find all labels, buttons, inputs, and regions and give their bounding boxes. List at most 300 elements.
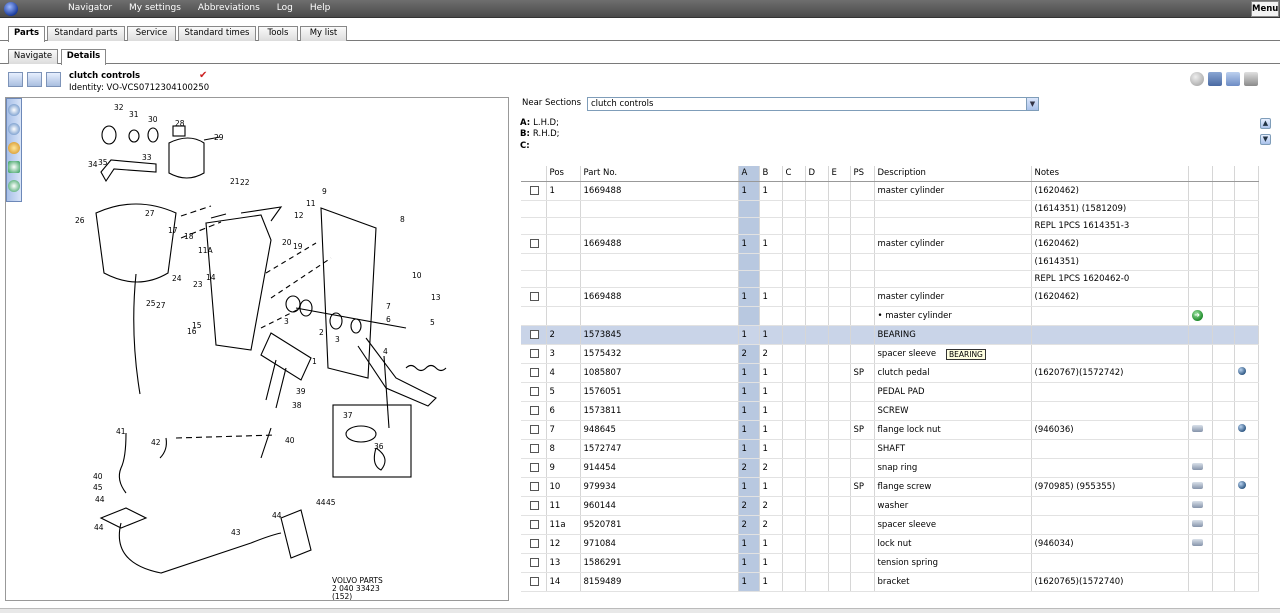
cell-cb: [521, 270, 546, 287]
cell-x3: [1234, 270, 1258, 287]
cell-desc: PEDAL PAD: [874, 382, 1031, 401]
svg-text:25: 25: [146, 299, 156, 308]
row-checkbox[interactable]: [530, 425, 539, 434]
col-select: [521, 166, 546, 181]
cell-desc: • master cylinder: [874, 306, 1031, 325]
cell-notes: [1031, 382, 1188, 401]
top-bar: [0, 0, 1280, 18]
cell-e: [828, 439, 850, 458]
table-row[interactable]: [521, 572, 1258, 591]
cell-e: [828, 217, 850, 234]
cell-pos: 4: [546, 363, 580, 382]
table-row[interactable]: [521, 496, 1258, 515]
svg-text:27: 27: [145, 209, 155, 218]
cell-c: [782, 553, 805, 572]
tab-standard-times[interactable]: Standard times: [178, 26, 256, 41]
cell-part: 948645: [580, 420, 738, 439]
svg-text:24: 24: [172, 274, 182, 283]
cell-part: 1669488: [580, 234, 738, 253]
table-row[interactable]: [521, 181, 1258, 200]
cell-x1: [1188, 420, 1212, 439]
cell-part: 1573845: [580, 325, 738, 344]
cell-e: [828, 458, 850, 477]
cell-desc: washer: [874, 496, 1031, 515]
cell-x2: [1212, 534, 1234, 553]
cell-notes: [1031, 496, 1188, 515]
cell-d: [805, 363, 828, 382]
cell-x2: [1212, 477, 1234, 496]
cell-x1: [1188, 496, 1212, 515]
cell-a: 1: [738, 553, 759, 572]
svg-text:44: 44: [272, 511, 282, 520]
diagram-caption-1: VOLVO PARTS: [332, 576, 383, 585]
cell-x1: [1188, 401, 1212, 420]
info-icon[interactable]: [1238, 367, 1246, 375]
table-row[interactable]: [521, 217, 1258, 234]
header-toolbar: [8, 72, 61, 87]
cell-b: 1: [759, 553, 782, 572]
cell-part: 1572747: [580, 439, 738, 458]
row-checkbox[interactable]: [530, 330, 539, 339]
cell-notes: (946034): [1031, 534, 1188, 553]
tool-icon[interactable]: [1192, 520, 1203, 527]
cell-b: 1: [759, 420, 782, 439]
cell-d: [805, 515, 828, 534]
near-sections-select[interactable]: [587, 97, 1039, 111]
cell-c: [782, 234, 805, 253]
table-row[interactable]: [521, 270, 1258, 287]
cell-pos: [546, 287, 580, 306]
tab-my-list[interactable]: My list: [300, 26, 347, 41]
table-row[interactable]: [521, 553, 1258, 572]
row-checkbox[interactable]: [530, 558, 539, 567]
cell-ps: [850, 572, 874, 591]
row-checkbox[interactable]: [530, 292, 539, 301]
cell-x3: [1234, 458, 1258, 477]
row-checkbox[interactable]: [530, 463, 539, 472]
cell-b: 1: [759, 325, 782, 344]
table-row[interactable]: [521, 458, 1258, 477]
near-sections-value: clutch controls: [591, 99, 654, 109]
cell-pos: 6: [546, 401, 580, 420]
row-checkbox[interactable]: [530, 239, 539, 248]
cell-cb: [521, 477, 546, 496]
cell-x3: [1234, 534, 1258, 553]
cell-cb: [521, 534, 546, 553]
cell-c: [782, 572, 805, 591]
table-row[interactable]: [521, 534, 1258, 553]
top-nav: [68, 3, 347, 13]
nav-log[interactable]: Log: [276, 3, 293, 13]
menu-button[interactable]: Menu: [1251, 1, 1279, 17]
table-row[interactable]: [521, 325, 1258, 344]
cell-part: [580, 306, 738, 325]
svg-text:20: 20: [282, 238, 292, 247]
table-row[interactable]: [521, 200, 1258, 217]
svg-text:42: 42: [151, 438, 161, 447]
cell-x3: [1234, 496, 1258, 515]
cell-notes: [1031, 439, 1188, 458]
cell-x2: [1212, 234, 1234, 253]
print-icon[interactable]: [1244, 72, 1258, 86]
table-row[interactable]: [521, 515, 1258, 534]
copy-icon[interactable]: [1226, 72, 1240, 86]
col-pos: Pos: [546, 166, 580, 181]
cell-pos: 11: [546, 496, 580, 515]
cell-b: 1: [759, 534, 782, 553]
cell-x1: [1188, 382, 1212, 401]
scroll-up-icon[interactable]: ▲: [1260, 118, 1271, 129]
cell-cb: [521, 344, 546, 363]
cell-e: [828, 344, 850, 363]
tab-details[interactable]: Details: [61, 49, 106, 65]
tab-parts[interactable]: Parts: [8, 26, 45, 42]
col-e: E: [828, 166, 850, 181]
table-row[interactable]: [521, 253, 1258, 270]
cell-x1: [1188, 477, 1212, 496]
cell-b: 1: [759, 401, 782, 420]
cell-x2: [1212, 496, 1234, 515]
scroll-down-icon[interactable]: ▼: [1260, 134, 1271, 145]
cell-desc: [874, 253, 1031, 270]
cell-x2: [1212, 439, 1234, 458]
tab-service[interactable]: Service: [127, 26, 176, 41]
cell-d: [805, 306, 828, 325]
zoom-toolbar: [6, 98, 22, 202]
cell-cb: [521, 200, 546, 217]
table-row[interactable]: [521, 234, 1258, 253]
checkmark-icon[interactable]: ✔: [199, 70, 208, 81]
chevron-down-icon[interactable]: ▼: [1026, 98, 1038, 110]
cell-a: [738, 270, 759, 287]
svg-text:31: 31: [129, 110, 139, 119]
cell-desc: [874, 200, 1031, 217]
cell-d: [805, 439, 828, 458]
cell-b: 1: [759, 439, 782, 458]
cell-e: [828, 401, 850, 420]
cart-icon[interactable]: [1208, 72, 1222, 86]
cell-part: 9520781: [580, 515, 738, 534]
svg-text:10: 10: [412, 271, 422, 280]
zoom-out-icon[interactable]: [8, 123, 20, 135]
nav-my-settings[interactable]: My settings: [129, 3, 181, 13]
cell-e: [828, 200, 850, 217]
parts-table: [521, 166, 1259, 592]
cell-ps: [850, 458, 874, 477]
table-row[interactable]: [521, 382, 1258, 401]
identity-label: Identity: VO-VCS0712304100250: [69, 83, 210, 93]
cell-pos: 5: [546, 382, 580, 401]
cell-d: [805, 325, 828, 344]
nav-abbreviations[interactable]: Abbreviations: [197, 3, 260, 13]
table-row[interactable]: [521, 287, 1258, 306]
cell-x2: [1212, 420, 1234, 439]
exploded-diagram[interactable]: [5, 97, 509, 601]
cell-x1: [1188, 306, 1212, 325]
cell-d: [805, 253, 828, 270]
table-row[interactable]: [521, 420, 1258, 439]
svg-text:4: 4: [383, 347, 388, 356]
cell-x3: [1234, 217, 1258, 234]
cell-x1: [1188, 515, 1212, 534]
cell-part: 960144: [580, 496, 738, 515]
cell-notes: (1620767)(1572742): [1031, 363, 1188, 382]
cell-a: 2: [738, 496, 759, 515]
cell-d: [805, 420, 828, 439]
cell-part: 1576051: [580, 382, 738, 401]
cell-desc: master cylinder: [874, 287, 1031, 306]
cell-c: [782, 534, 805, 553]
cell-e: [828, 553, 850, 572]
cell-b: 1: [759, 287, 782, 306]
cell-pos: 2: [546, 325, 580, 344]
cell-desc: [874, 270, 1031, 287]
cell-x1: [1188, 325, 1212, 344]
cell-d: [805, 200, 828, 217]
info-icon[interactable]: [1238, 481, 1246, 489]
table-row[interactable]: [521, 306, 1258, 325]
cell-pos: [546, 234, 580, 253]
near-sections-label: Near Sections: [522, 98, 582, 108]
cell-b: [759, 200, 782, 217]
col-c: C: [782, 166, 805, 181]
cell-desc: master cylinder: [874, 234, 1031, 253]
go-arrow-icon[interactable]: ➜: [1192, 310, 1203, 321]
row-checkbox[interactable]: [530, 349, 539, 358]
cell-desc: flange screw: [874, 477, 1031, 496]
cell-x2: [1212, 325, 1234, 344]
cell-a: 1: [738, 534, 759, 553]
row-checkbox[interactable]: [530, 186, 539, 195]
cell-c: [782, 477, 805, 496]
cell-cb: [521, 496, 546, 515]
cell-x1: [1188, 344, 1212, 363]
cell-x1: [1188, 363, 1212, 382]
row-checkbox[interactable]: [530, 577, 539, 586]
svg-text:45: 45: [326, 498, 336, 507]
svg-text:5: 5: [430, 318, 435, 327]
cell-part: 1669488: [580, 181, 738, 200]
back-icon[interactable]: [1190, 72, 1204, 86]
cell-c: [782, 401, 805, 420]
cell-b: [759, 306, 782, 325]
cell-pos: 3: [546, 344, 580, 363]
variant-legend: [520, 118, 560, 152]
nav-help[interactable]: Help: [309, 3, 331, 13]
cell-pos: 14: [546, 572, 580, 591]
cell-d: [805, 344, 828, 363]
cell-c: [782, 496, 805, 515]
cell-notes: [1031, 458, 1188, 477]
pan-hand-icon[interactable]: [8, 142, 20, 154]
cell-x2: [1212, 270, 1234, 287]
cell-desc: tension spring: [874, 553, 1031, 572]
cell-x3: [1234, 344, 1258, 363]
row-checkbox[interactable]: [530, 501, 539, 510]
cell-desc: spacer sleeve: [874, 344, 1031, 363]
cell-pos: 13: [546, 553, 580, 572]
cell-e: [828, 306, 850, 325]
cell-a: 1: [738, 363, 759, 382]
fit-to-window-icon[interactable]: [8, 161, 20, 173]
cell-a: 1: [738, 401, 759, 420]
cell-a: 1: [738, 287, 759, 306]
info-icon[interactable]: [1238, 424, 1246, 432]
cell-ps: [850, 200, 874, 217]
cell-pos: 11a: [546, 515, 580, 534]
cell-x2: [1212, 217, 1234, 234]
cell-a: [738, 217, 759, 234]
cell-b: [759, 270, 782, 287]
cell-x2: [1212, 181, 1234, 200]
cell-b: 2: [759, 344, 782, 363]
wrench-icon[interactable]: [8, 72, 23, 87]
cell-x1: [1188, 534, 1212, 553]
cell-notes: (946036): [1031, 420, 1188, 439]
row-checkbox[interactable]: [530, 406, 539, 415]
document-icon[interactable]: [46, 72, 61, 87]
col-icon2: [1212, 166, 1234, 181]
cell-notes: (1614351) (1581209): [1031, 200, 1188, 217]
cell-ps: [850, 234, 874, 253]
col-d: D: [805, 166, 828, 181]
cell-c: [782, 382, 805, 401]
nav-navigator[interactable]: Navigator: [68, 3, 113, 13]
table-row[interactable]: [521, 344, 1258, 363]
cell-x3: [1234, 253, 1258, 270]
zoom-in-icon[interactable]: [8, 104, 20, 116]
cell-x3: [1234, 234, 1258, 253]
tab-tools[interactable]: Tools: [258, 26, 298, 41]
cell-notes: [1031, 515, 1188, 534]
table-row[interactable]: [521, 401, 1258, 420]
cell-notes: (1620462): [1031, 181, 1188, 200]
tab-navigate[interactable]: Navigate: [8, 49, 58, 64]
cell-e: [828, 477, 850, 496]
cell-ps: [850, 306, 874, 325]
cell-pos: 8: [546, 439, 580, 458]
tool-icon[interactable]: [1192, 482, 1203, 489]
cell-x3: [1234, 382, 1258, 401]
cell-a: [738, 306, 759, 325]
cell-d: [805, 382, 828, 401]
cell-b: 2: [759, 458, 782, 477]
cell-c: [782, 420, 805, 439]
cell-c: [782, 253, 805, 270]
cell-b: 2: [759, 515, 782, 534]
bottom-scrollbar[interactable]: [0, 608, 1280, 613]
svg-text:2: 2: [319, 328, 324, 337]
table-row[interactable]: [521, 477, 1258, 496]
tab-standard-parts[interactable]: Standard parts: [47, 26, 125, 41]
col-icon3: [1234, 166, 1258, 181]
svg-text:44: 44: [94, 523, 104, 532]
sub-tabs: [0, 49, 1280, 64]
cell-cb: [521, 234, 546, 253]
cell-x1: [1188, 553, 1212, 572]
cell-cb: [521, 287, 546, 306]
svg-text:41: 41: [116, 427, 126, 436]
cell-c: [782, 515, 805, 534]
table-row[interactable]: [521, 439, 1258, 458]
cell-ps: SP: [850, 363, 874, 382]
cell-notes: (1620765)(1572740): [1031, 572, 1188, 591]
svg-text:19: 19: [293, 242, 303, 251]
cell-c: [782, 287, 805, 306]
cell-pos: [546, 253, 580, 270]
cell-b: 1: [759, 181, 782, 200]
row-checkbox[interactable]: [530, 520, 539, 529]
row-checkbox[interactable]: [530, 368, 539, 377]
cell-c: [782, 325, 805, 344]
tools-icon[interactable]: [27, 72, 42, 87]
right-toolbar: [1190, 72, 1258, 86]
variant-scroll: [1260, 118, 1271, 150]
reset-view-icon[interactable]: [8, 180, 20, 192]
svg-text:29: 29: [214, 133, 224, 142]
cell-c: [782, 439, 805, 458]
diagram-caption-3: (152): [332, 592, 353, 600]
row-checkbox[interactable]: [530, 444, 539, 453]
cell-ps: [850, 217, 874, 234]
cell-d: [805, 496, 828, 515]
cell-cb: [521, 306, 546, 325]
cell-ps: [850, 253, 874, 270]
cell-e: [828, 325, 850, 344]
row-checkbox[interactable]: [530, 482, 539, 491]
cell-e: [828, 515, 850, 534]
cell-e: [828, 270, 850, 287]
cell-x2: [1212, 344, 1234, 363]
svg-text:44: 44: [316, 498, 326, 507]
cell-d: [805, 477, 828, 496]
cell-b: [759, 217, 782, 234]
table-row[interactable]: [521, 363, 1258, 382]
svg-text:17: 17: [168, 226, 178, 235]
cell-b: 2: [759, 496, 782, 515]
row-checkbox[interactable]: [530, 539, 539, 548]
page-title: clutch controls: [69, 71, 141, 81]
cell-c: [782, 270, 805, 287]
tool-icon[interactable]: [1192, 539, 1203, 546]
svg-text:7: 7: [386, 302, 391, 311]
cell-cb: [521, 325, 546, 344]
cell-x1: [1188, 287, 1212, 306]
tool-icon[interactable]: [1192, 425, 1203, 432]
cell-notes: (1620462): [1031, 234, 1188, 253]
cell-cb: [521, 515, 546, 534]
cell-ps: [850, 325, 874, 344]
cell-c: [782, 200, 805, 217]
cell-part: 1573811: [580, 401, 738, 420]
cell-pos: 1: [546, 181, 580, 200]
cell-part: 1669488: [580, 287, 738, 306]
cell-x1: [1188, 200, 1212, 217]
tool-icon[interactable]: [1192, 463, 1203, 470]
row-checkbox[interactable]: [530, 387, 539, 396]
cell-x2: [1212, 287, 1234, 306]
tool-icon[interactable]: [1192, 501, 1203, 508]
cell-a: 1: [738, 572, 759, 591]
svg-text:40: 40: [285, 436, 295, 445]
cell-desc: spacer sleeve: [874, 515, 1031, 534]
cell-ps: [850, 439, 874, 458]
cell-b: 1: [759, 572, 782, 591]
cell-e: [828, 181, 850, 200]
svg-text:43: 43: [231, 528, 241, 537]
cell-ps: [850, 382, 874, 401]
main-tabs: [0, 26, 1280, 41]
